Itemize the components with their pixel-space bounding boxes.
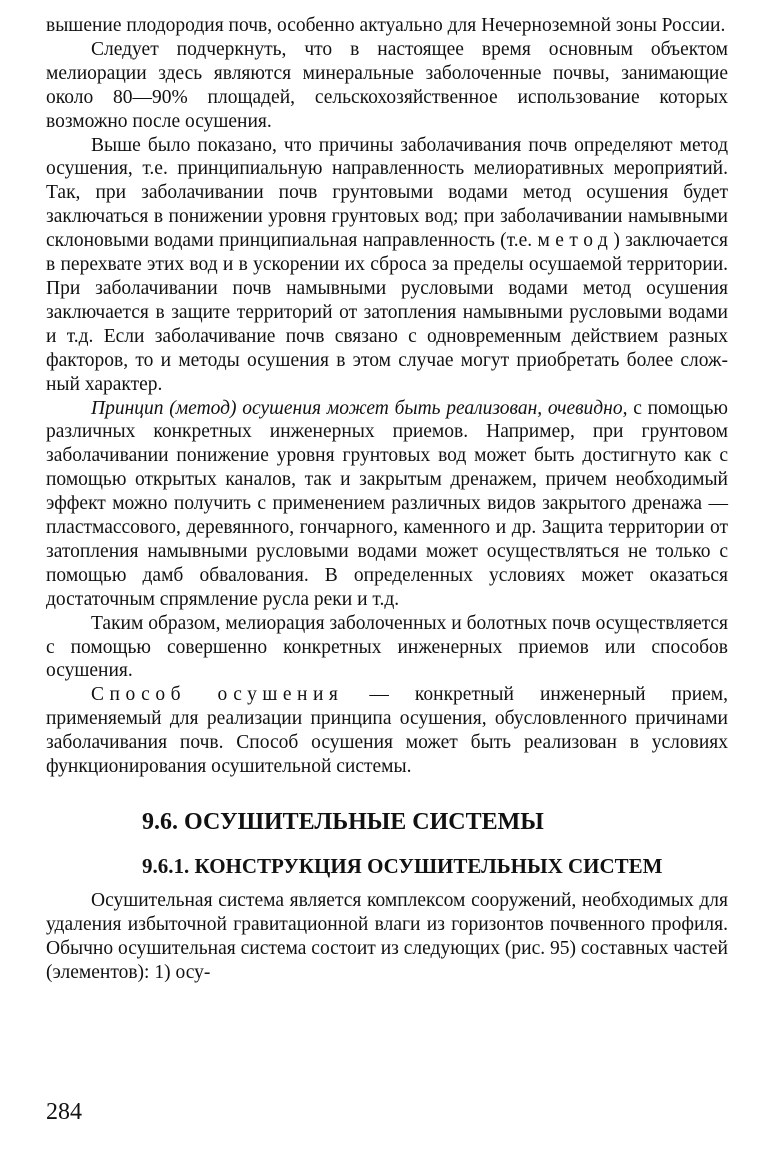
paragraph-drainage-method bbox=[46, 134, 728, 397]
term-method: метод bbox=[537, 230, 614, 252]
page-number: 284 bbox=[46, 1099, 82, 1125]
subsection-heading: 9.6.1. КОНСТРУКЦИЯ ОСУШИТЕЛЬНЫХ СИСТЕМ bbox=[142, 854, 663, 878]
paragraph-drainage-method-part1: Выше было показано, что причины заболачивания почв определяют метод осушения, т.е. принципиальную направленность мелиоративных мероприятий. Так, при заболачивании почв грунтовыми водами метод осушения будет заключаться в понижении уровня грунтовых вод; при заболачивании намывными склоновыми водами принципиальная направленность (т.е. bbox=[46, 134, 728, 252]
paragraph-main-object: Следует подчеркнуть, что в настоящее время основным объектом мелиорации здесь являются минеральные заболоченные почвы, занимающие около 80—90% площадей, сельскохозяйственное использование которых возможно после осушения. bbox=[46, 38, 728, 132]
paragraph-drainage-method-part2: ) заключается в перехвате этих вод и в ускорении их сброса за пределы осушаемой территории. При заболачивании почв намывными русловыми водами метод осушения заключается в защите территорий от затопления намывными русловыми водами и т.д. Если заболачивание почв связано с одновременным действием разных факторов, то и методы осушения в этом случае могут приобретать более сложный характер. bbox=[46, 230, 728, 395]
principle-italic-lead: Принцип (метод) осушения может быть реализован, очевидно, bbox=[91, 397, 628, 419]
section-heading: 9.6. ОСУШИТЕЛЬНЫЕ СИСТЕМЫ bbox=[142, 809, 544, 835]
paragraph-principle-body: с помощью различных конкретных инженерных приемов. Например, при грунтовом заболачивании понижение уровня грунтовых вод может быть достигнуто как с помощью открытых каналов, так и закрытым дренажем, причем необходимый эффект можно получить с применением различных видов закрытого дренажа — пластмассового, деревянного, гончарного, каменного и др. Защита территории от затопления намывными русловыми водами может осуществляться не только с помощью дамб обвалования. В определенных условиях может оказаться достаточным спрямление русла реки и т.д. bbox=[46, 397, 728, 610]
paragraph-drainage-way bbox=[46, 683, 728, 779]
paragraph-principle bbox=[46, 397, 728, 612]
paragraph-drainage-system: Осушительная система является комплексом сооружений, необходимых для удаления избыточной гравитационной влаги из горизонтов почвенного профиля. Обычно осушительная система состоит из следующих (рис. 95) составных частей (элементов): 1) осу- bbox=[46, 890, 728, 983]
paragraph-drainage-way-body: — конкретный инженерный прием, применяемый для реализации принципа осушения, обусловленного причинами заболачивания почв. Способ осушения может быть реализован в условиях функционирования осушительной системы. bbox=[46, 684, 728, 778]
paragraph-conclusion: Таким образом, мелиорация заболоченных и болотных почв осуществляется с помощью совершенно конкретных инженерных приемов или способов осушения. bbox=[46, 612, 728, 682]
page-body bbox=[46, 14, 728, 985]
term-drainage-way: Способ осушения bbox=[91, 684, 344, 706]
paragraph-continuation: вышение плодородия почв, особенно актуально для Нечерноземной зоны России. bbox=[46, 15, 726, 36]
